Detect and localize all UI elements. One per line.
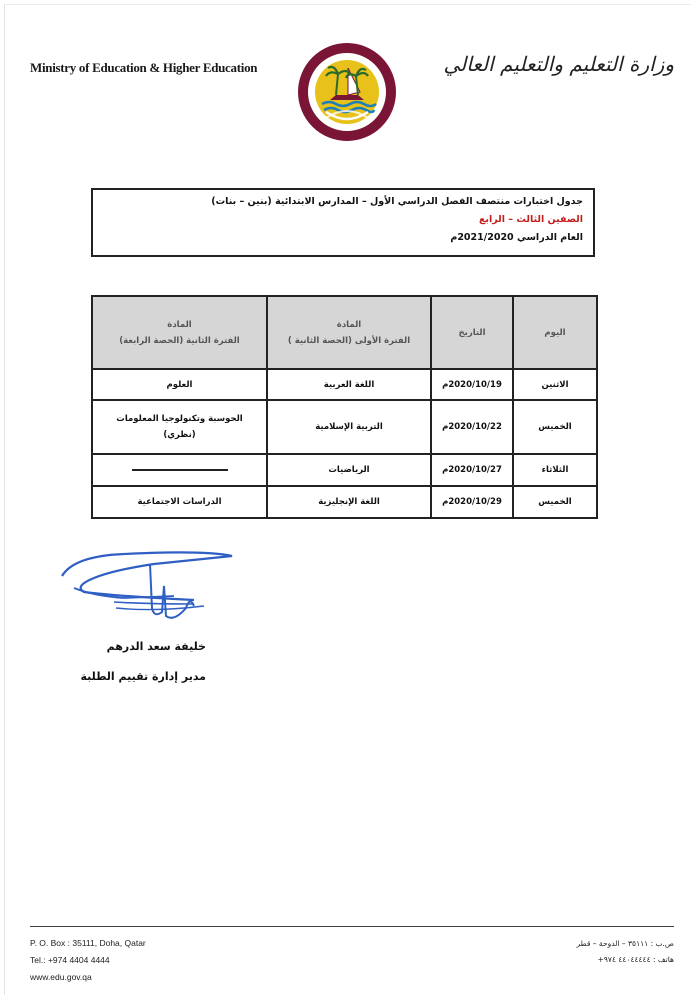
ministry-name-arabic: وزارة التعليم والتعليم العالي bbox=[443, 52, 674, 76]
cell-period-1: التربية الإسلامية bbox=[267, 400, 431, 454]
cell-period-1: اللغة الإنجليزية bbox=[267, 486, 431, 518]
footer-pobox-ar: ص.ب : ٣٥١١١ – الدوحة – قطر bbox=[576, 939, 674, 948]
exam-schedule-table bbox=[91, 295, 598, 519]
table-row bbox=[92, 369, 597, 400]
footer-tel: Tel.: +974 4404 4444 bbox=[30, 955, 110, 965]
header-period-2-label: الفترة الثانية (الحصة الرابعة) bbox=[119, 335, 240, 346]
header-date: التاريخ bbox=[431, 296, 513, 369]
cell-period-2: الدراسات الاجتماعية bbox=[92, 486, 267, 518]
table-row bbox=[92, 454, 597, 486]
header-period-2 bbox=[92, 296, 267, 369]
footer-pobox: P. O. Box : 35111, Doha, Qatar bbox=[30, 938, 146, 948]
footer-divider bbox=[30, 926, 674, 927]
cell-period-2-line-2: (نظري) bbox=[163, 430, 196, 440]
header-period-1 bbox=[267, 296, 431, 369]
signatory-title: مدير إدارة تقييم الطلبة bbox=[80, 670, 206, 683]
exam-title-box bbox=[91, 188, 595, 257]
qatar-emblem-logo bbox=[292, 42, 402, 142]
cell-period-1: اللغة العربية bbox=[267, 369, 431, 400]
table-row bbox=[92, 486, 597, 518]
footer-website-link[interactable]: www.edu.gov.qa bbox=[30, 972, 92, 982]
cell-period-2-empty bbox=[92, 454, 267, 486]
cell-date: 2020/10/27م bbox=[431, 454, 513, 486]
cell-period-2: العلوم bbox=[92, 369, 267, 400]
header-day: اليوم bbox=[513, 296, 597, 369]
cell-date: 2020/10/29م bbox=[431, 486, 513, 518]
header-period-1-subject: المادة bbox=[336, 319, 362, 330]
cell-period-2-line-1: الحوسبة وتكنولوجيا المعلومات bbox=[116, 414, 243, 424]
header-period-1-label: الفترة الأولى (الحصة الثانية ) bbox=[287, 335, 411, 346]
exam-title: جدول اختبارات منتصف الفصل الدراسي الأول – المدارس الابتدائية (بنين – بنات) bbox=[211, 196, 583, 207]
cell-period-2 bbox=[92, 400, 267, 454]
no-exam-dash bbox=[132, 469, 228, 471]
footer-contact-english bbox=[30, 935, 146, 986]
cell-day: الخميس bbox=[513, 400, 597, 454]
footer-tel-ar: هاتف : ٤٤٠٤٤٤٤٤ ٩٧٤+ bbox=[597, 955, 674, 964]
cell-day: الخميس bbox=[513, 486, 597, 518]
cell-day: الثلاثاء bbox=[513, 454, 597, 486]
cell-date: 2020/10/22م bbox=[431, 400, 513, 454]
footer-contact-arabic bbox=[577, 936, 674, 968]
academic-year: العام الدراسي 2021/2020م bbox=[450, 232, 583, 243]
cell-period-1: الرياضيات bbox=[267, 454, 431, 486]
cell-day: الاثنين bbox=[513, 369, 597, 400]
signatory-name: خليفة سعد الدرهم bbox=[106, 640, 206, 653]
cell-date: 2020/10/19م bbox=[431, 369, 513, 400]
table-row bbox=[92, 400, 597, 454]
grade-levels: الصفين الثالث – الرابع bbox=[478, 214, 583, 225]
ministry-name-english: Ministry of Education & Higher Education bbox=[30, 60, 258, 75]
handwritten-signature bbox=[54, 546, 244, 630]
header-period-2-subject: المادة bbox=[167, 319, 192, 330]
table-header-row bbox=[92, 296, 597, 369]
